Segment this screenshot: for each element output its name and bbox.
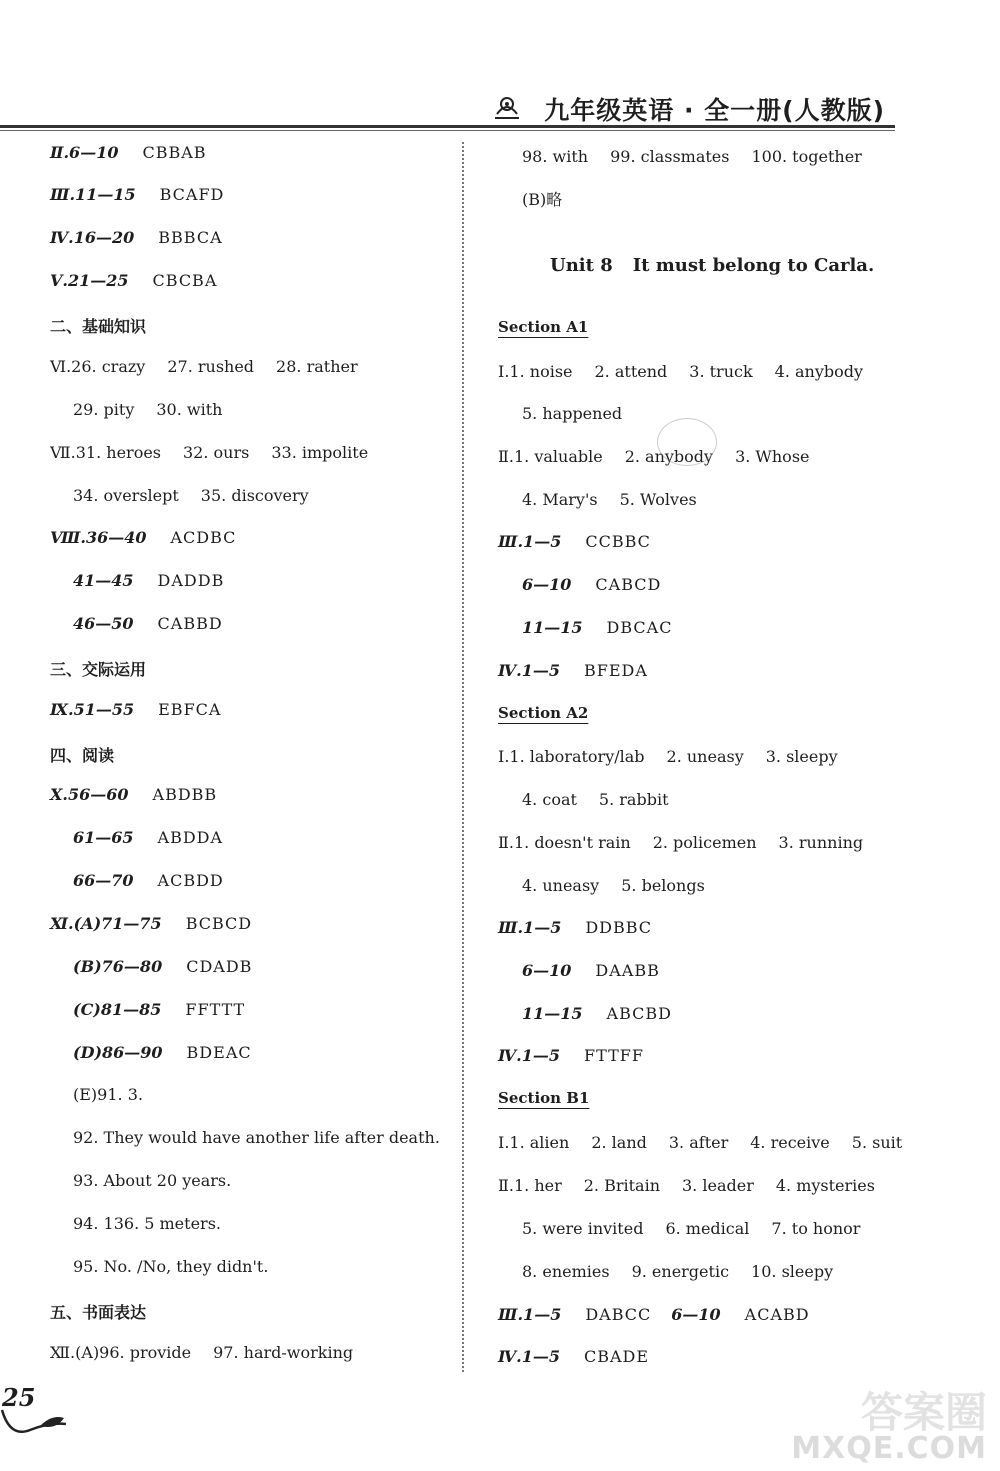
unit-name: It must belong to Carla. [632, 255, 875, 276]
answer-line [498, 747, 860, 767]
answer-item: Ⅵ.26. crazy [50, 357, 146, 376]
answer-line [50, 1343, 375, 1363]
answer-key: BFEDA [584, 661, 648, 680]
answer-key: CDADB [186, 957, 253, 976]
answer-line [522, 876, 727, 896]
answer-text: 92. They would have another life after death. [73, 1128, 440, 1147]
answer-key: BDEAC [186, 1043, 252, 1062]
answer-item: 5. rabbit [598, 790, 669, 809]
unit-label: Unit 8 [550, 255, 613, 276]
answer-item: Ⅻ.(A)96. provide [50, 1343, 192, 1362]
answer-item: 99. classmates [610, 147, 730, 166]
watermark-url: MXQE.COM [791, 1431, 987, 1466]
answer-line [522, 961, 660, 981]
answer-item: 4. mysteries [775, 1176, 875, 1195]
answer-item: Ⅱ.1. valuable [498, 447, 603, 466]
header-title: 九年级英语 · 全一册(人教版) [544, 96, 885, 125]
question-range: Ⅷ.36—40 [50, 528, 147, 547]
answer-line [73, 614, 223, 634]
stamp-mark [657, 418, 717, 466]
answer-key: BCBCD [185, 914, 253, 933]
answer-line [73, 828, 223, 848]
section-label: Section A1 [498, 318, 589, 336]
answer-item: 3. truck [689, 362, 753, 381]
answer-line [522, 490, 719, 510]
answer-line [73, 871, 224, 891]
question-range: Ⅺ.(A)71—75 [50, 914, 162, 933]
answer-line [73, 400, 244, 420]
answer-item: 5. were invited [522, 1219, 644, 1238]
question-range: Ⅳ.16—20 [50, 228, 135, 247]
answer-item: 4. Mary's [522, 490, 598, 509]
answer-item: 5. suit [851, 1133, 903, 1152]
question-range: Ⅹ.56—60 [50, 785, 129, 804]
answer-item: 5. happened [522, 404, 623, 423]
question-range: Ⅸ.51—55 [50, 700, 135, 719]
leaf-ornament-icon [0, 1400, 70, 1440]
answer-line [73, 1043, 252, 1063]
section-label: Section B1 [498, 1089, 590, 1107]
answer-line [498, 1176, 897, 1196]
question-range: Ⅲ.1—5 [498, 532, 562, 551]
answer-line [522, 790, 691, 810]
answer-key: DDBBC [585, 918, 653, 937]
watermark [770, 1380, 995, 1468]
answer-line [498, 532, 651, 552]
question-range: (D)86—90 [73, 1043, 163, 1062]
answer-line [522, 1219, 882, 1239]
header-rule-thin [0, 130, 895, 131]
answer-item: 2. uneasy [666, 747, 744, 766]
answer-item: 6. medical [665, 1219, 750, 1238]
answer-key: DABCC [585, 1305, 652, 1324]
answer-line [522, 1262, 855, 1282]
answer-line [498, 1347, 649, 1367]
question-range: Ⅲ.11—15 [50, 185, 136, 204]
answer-key: ACDBC [170, 528, 237, 547]
answer-key: DAABB [595, 961, 660, 980]
answer-item: 33. impolite [271, 443, 369, 462]
answer-key: BBBCA [158, 228, 223, 247]
answer-item: 3. after [668, 1133, 729, 1152]
question-range: 11—15 [522, 618, 583, 637]
answer-item: 35. discovery [200, 486, 309, 505]
answer-key: CCBBC [585, 532, 651, 551]
answer-key: ABDBB [152, 785, 218, 804]
answer-line [498, 833, 885, 853]
answer-line [498, 1046, 644, 1066]
section-heading: 四、阅读 [50, 746, 115, 765]
answer-key: ACABD [744, 1305, 810, 1324]
answer-item: 5. belongs [621, 876, 705, 895]
answer-item: 28. rather [276, 357, 358, 376]
answer-item: 2. land [591, 1133, 647, 1152]
answer-item: Ⅰ.1. noise [498, 362, 573, 381]
answer-line [522, 404, 644, 424]
answer-key: ABCBD [606, 1004, 672, 1023]
section-heading: 二、基础知识 [50, 317, 147, 336]
answer-key: BCAFD [159, 185, 225, 204]
answer-item: Ⅰ.1. laboratory/lab [498, 747, 645, 766]
answer-item: 34. overslept [73, 486, 179, 505]
answer-item: 4. coat [522, 790, 577, 809]
answer-item: 5. Wolves [619, 490, 697, 509]
column-divider [462, 142, 464, 1372]
answer-line [50, 700, 221, 720]
watermark-logo: 答案圈 [860, 1388, 987, 1437]
question-range: Ⅲ.1—5 [498, 1305, 562, 1324]
answer-item: Ⅰ.1. alien [498, 1133, 570, 1152]
section-label: Section A2 [498, 704, 589, 722]
answer-item: 3. Whose [735, 447, 810, 466]
answer-key: FFTTT [185, 1000, 246, 1019]
answer-line [73, 486, 331, 506]
answer-line [50, 228, 223, 248]
answer-key: ACBDD [157, 871, 224, 890]
question-range: Ⅲ.1—5 [498, 918, 562, 937]
question-range: (B)76—80 [73, 957, 163, 976]
answer-item: 10. sleepy [751, 1262, 834, 1281]
answer-line [50, 185, 224, 205]
answer-key: CABBD [157, 614, 223, 633]
answer-line [498, 1133, 924, 1153]
question-range: 6—10 [522, 961, 572, 980]
answer-text: (B)略 [522, 190, 563, 209]
answer-key: DBCAC [606, 618, 673, 637]
question-range: 41—45 [73, 571, 134, 590]
answer-key: EBFCA [158, 700, 222, 719]
answer-key: ABDDA [157, 828, 224, 847]
answer-key: CBCBA [152, 271, 218, 290]
answer-line [50, 357, 380, 377]
answer-line [50, 271, 217, 291]
question-range: Ⅳ.1—5 [498, 1347, 560, 1366]
header-rule [0, 125, 895, 128]
answer-line [73, 1000, 245, 1020]
answer-item: 3. running [778, 833, 864, 852]
answer-line [50, 528, 236, 548]
answer-line [50, 785, 217, 805]
question-range: (C)81—85 [73, 1000, 162, 1019]
answer-item: 2. anybody [624, 447, 714, 466]
answer-item: Ⅱ.1. doesn't rain [498, 833, 631, 852]
question-range: 66—70 [73, 871, 134, 890]
answer-line [498, 362, 885, 382]
section-heading: 五、书面表达 [50, 1303, 147, 1322]
answer-item: 4. anybody [774, 362, 864, 381]
question-range: 46—50 [73, 614, 134, 633]
answer-key: CBBAB [142, 143, 207, 162]
answer-key: CABCD [595, 575, 662, 594]
section-heading: 三、交际运用 [50, 660, 147, 679]
answer-item: 97. hard-working [213, 1343, 354, 1362]
flower-icon [492, 92, 522, 122]
answer-item: 27. rushed [167, 357, 255, 376]
answer-line [73, 571, 224, 591]
answer-item: 4. uneasy [522, 876, 600, 895]
answer-text: 94. 136. 5 meters. [73, 1214, 221, 1233]
question-range: Ⅳ.1—5 [498, 1046, 560, 1065]
answer-line [73, 957, 252, 977]
answer-line [50, 143, 207, 163]
answer-item: 29. pity [73, 400, 135, 419]
answer-item: 30. with [156, 400, 223, 419]
answer-item: 4. receive [750, 1133, 830, 1152]
unit-title [550, 255, 874, 276]
answer-item: 7. to honor [771, 1219, 861, 1238]
answer-line [522, 1004, 672, 1024]
answer-item: 2. attend [594, 362, 668, 381]
answer-item: 2. Britain [583, 1176, 660, 1195]
answer-item: Ⅶ.31. heroes [50, 443, 161, 462]
answer-text: 95. No. /No, they didn't. [73, 1257, 269, 1276]
answer-item: 8. enemies [522, 1262, 610, 1281]
question-range: Ⅴ.21—25 [50, 271, 129, 290]
question-range: Ⅱ.6—10 [50, 143, 119, 162]
answer-key: FTTFF [584, 1046, 644, 1065]
answer-item: 2. policemen [652, 833, 757, 852]
answer-item: 9. energetic [631, 1262, 730, 1281]
answer-line [522, 575, 661, 595]
answer-key: DADDB [157, 571, 225, 590]
answer-line [50, 914, 252, 934]
question-range: 11—15 [522, 1004, 583, 1023]
answer-key: CBADE [584, 1347, 650, 1366]
answer-item: 3. sleepy [765, 747, 838, 766]
answer-line [522, 618, 672, 638]
answer-item: 100. together [751, 147, 862, 166]
answer-item: 32. ours [183, 443, 250, 462]
answer-text: (E)91. 3. [73, 1085, 143, 1104]
answer-text: 93. About 20 years. [73, 1171, 232, 1190]
question-range: 61—65 [73, 828, 134, 847]
answer-item: 3. leader [682, 1176, 754, 1195]
answer-line [498, 918, 652, 938]
answer-line [498, 661, 648, 681]
answer-line [498, 1305, 810, 1325]
question-range: 6—10 [522, 575, 572, 594]
question-range: 6—10 [671, 1305, 721, 1324]
answer-item: 98. with [522, 147, 589, 166]
answer-line [50, 443, 390, 463]
question-range: Ⅳ.1—5 [498, 661, 560, 680]
answer-line [522, 147, 884, 167]
answer-item: Ⅱ.1. her [498, 1176, 562, 1195]
page-number: 25 [2, 1383, 36, 1412]
